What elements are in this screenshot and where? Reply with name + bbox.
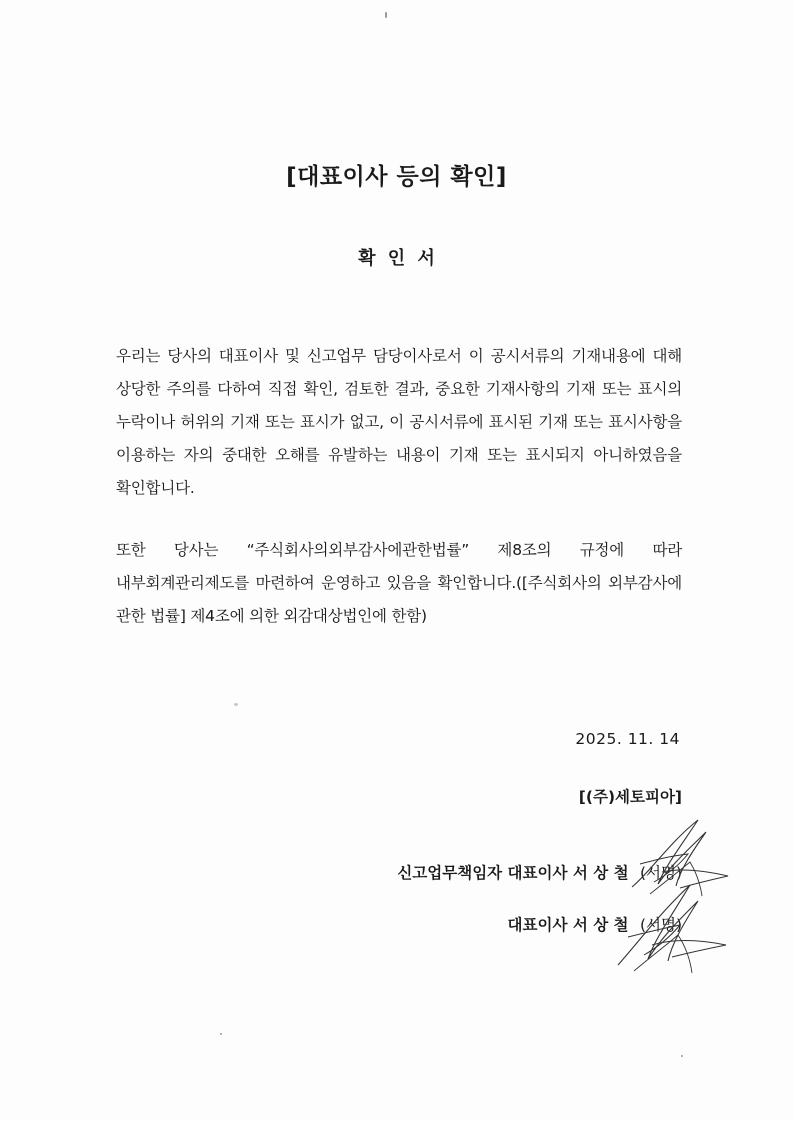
scan-speck bbox=[681, 1055, 683, 1057]
internal-control-paragraph: 또한 당사는 “주식회사의외부감사에관한법률” 제8조의 규정에 따라 내부회계관리제도를 마련하여 운영하고 있음을 확인합니다.([주식회사의 외부감사에 관한 법률] 제4조에 의한 외감대상법인에 한함) bbox=[116, 541, 682, 625]
signer-1-title: 신고업무책임자 대표이사 서 상 철 bbox=[397, 864, 629, 882]
signer-line-2 bbox=[508, 913, 682, 935]
signer-2-mark: (서명) bbox=[639, 916, 682, 934]
document-subtitle: 확 인 서 bbox=[358, 248, 435, 269]
document-title: [대표이사 등의 확인] bbox=[286, 164, 507, 190]
scan-speck bbox=[234, 703, 238, 706]
scan-speck bbox=[220, 1033, 222, 1035]
signer-line-1 bbox=[397, 861, 682, 883]
confirmation-paragraph: 우리는 당사의 대표이사 및 신고업무 담당이사로서 이 공시서류의 기재내용에 대해 상당한 주의를 다하여 직접 확인, 검토한 결과, 중요한 기재사항의 기재 또는 표시의 누락이나 허위의 기재 또는 표시가 없고, 이 공시서류에 표시된 기재 또는 표시사항을 이용하는 자의 중대한 오해를 유발하는 내용이 기재 또는 표시되지 아니하였음을 확인합니다. bbox=[116, 347, 682, 497]
handwritten-signature-1 bbox=[610, 812, 740, 902]
signer-1-mark: (서명) bbox=[639, 864, 682, 882]
signer-2-title: 대표이사 서 상 철 bbox=[507, 916, 629, 934]
company-name: [(주)세토피아] bbox=[578, 788, 682, 806]
scan-speck bbox=[385, 12, 387, 18]
document-date: 2025. 11. 14 bbox=[575, 730, 680, 748]
